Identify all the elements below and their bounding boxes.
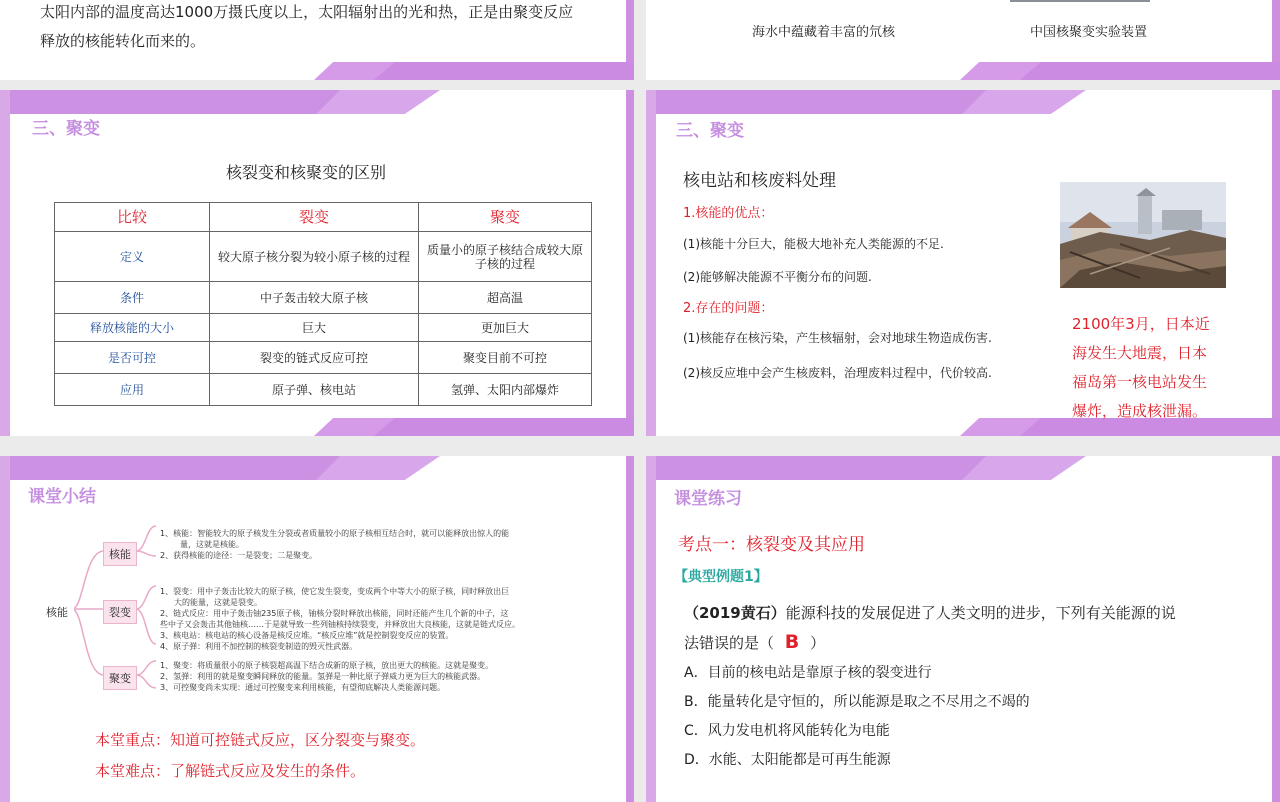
table-cell: 超高温 <box>419 282 592 314</box>
slide-fission-fusion-table[interactable] <box>0 90 634 436</box>
section-title: 课堂小结 <box>28 487 96 507</box>
experiment-photo <box>1010 0 1150 2</box>
slide-decoration <box>374 62 634 80</box>
section-title: 三、聚变 <box>676 121 744 141</box>
table-cell: 中子轰击较大原子核 <box>210 282 419 314</box>
table-header: 裂变 <box>210 203 419 232</box>
table-row <box>55 374 592 406</box>
table-row <box>55 342 592 374</box>
option-d[interactable]: D．水能、太阳能都是可再生能源 <box>684 752 891 768</box>
table-header: 聚变 <box>419 203 592 232</box>
slide-decoration <box>646 456 986 480</box>
slide-decoration <box>1272 456 1280 802</box>
option-a[interactable]: A．目前的核电站是靠原子核的裂变进行 <box>684 665 932 681</box>
table-header: 比较 <box>55 203 210 232</box>
note-line: 1、核能：智能较大的原子核发生分裂或者质量较小的原子核相互结合时，就可以能释放出惊人的能 <box>160 529 510 538</box>
note-line: 爆炸，造成核泄漏。 <box>1072 402 1208 420</box>
slide-decoration <box>0 90 10 436</box>
table-row <box>55 282 592 314</box>
mindmap-notes <box>160 528 600 561</box>
table-cell: 更加巨大 <box>419 314 592 342</box>
table-cell: 质量小的原子核结合成较大原子核的过程 <box>419 232 592 282</box>
note-line: 4、原子弹：利用不加控制的核裂变制造的毁灭性武器。 <box>160 642 358 651</box>
body-text-line: (1)核能十分巨大，能极大地补充人类能源的不足. <box>683 237 944 251</box>
note-line: 2100年3月，日本近 <box>1072 315 1210 333</box>
row-label: 应用 <box>55 374 210 406</box>
table-cell: 巨大 <box>210 314 419 342</box>
subheading: 1.核能的优点： <box>683 206 774 221</box>
note-line: 2、氢弹：利用的就是聚变瞬间释放的能量。氢弹是一种比原子弹威力更为巨大的核能武器。 <box>160 672 486 681</box>
comparison-table <box>54 202 592 406</box>
slide-class-practice[interactable] <box>646 456 1280 802</box>
answer-mark: B <box>784 631 800 653</box>
section-title: 课堂练习 <box>674 489 742 509</box>
table-cell: 裂变的链式反应可控 <box>210 342 419 374</box>
note-line: 2、获得核能的途径：一是裂变；二是聚变。 <box>160 551 318 560</box>
table-row <box>55 314 592 342</box>
table-cell: 原子弹、核电站 <box>210 374 419 406</box>
option-b[interactable]: B．能量转化是守恒的，所以能源是取之不尽用之不竭的 <box>684 694 1030 710</box>
note-line: 些中子又会轰击其他铀核……于是就导致一些列铀核持续裂变，并释放出大良核能，这就是链式反应。 <box>160 620 520 629</box>
note-line: 量，这就是核能。 <box>180 540 244 549</box>
body-text-line: (2)核反应堆中会产生核废料，治理废料过程中，代价较高. <box>683 366 992 380</box>
slide-decoration <box>626 90 634 436</box>
topic-heading: 考点一：核裂变及其应用 <box>678 535 865 555</box>
note-line: 福岛第一核电站发生 <box>1072 373 1208 391</box>
note-line: 3、可控聚变尚未实现：通过可控聚变来利用核能，有望彻底解决人类能源问题。 <box>160 683 446 692</box>
row-label: 条件 <box>55 282 210 314</box>
earthquake-photo-graphic <box>1060 182 1226 288</box>
earthquake-note <box>1072 310 1242 426</box>
body-text-line: 太阳内部的温度高达1000万摄氏度以上，太阳辐射出的光和热，正是由聚变反应 <box>40 3 574 21</box>
note-line: 大的能量，这就是裂变。 <box>174 598 262 607</box>
slide-fusion-images[interactable] <box>646 0 1280 80</box>
note-line: 海发生大地震，日本 <box>1072 344 1208 362</box>
row-label: 是否可控 <box>55 342 210 374</box>
mindmap-branch: 裂变 <box>103 600 137 624</box>
mindmap-root: 核能 <box>40 600 74 624</box>
option-c[interactable]: C．风力发电机将风能转化为电能 <box>684 723 890 739</box>
note-line: 2、链式反应：用中子轰击铀235原子核，铀核分裂时释放出核能，同时还能产生几个新的中子，这 <box>160 609 509 618</box>
image-caption: 中国核聚变实验装置 <box>1030 25 1148 40</box>
slide-decoration <box>0 90 340 114</box>
slide-decoration <box>1020 62 1280 80</box>
table-title: 核裂变和核聚变的区别 <box>226 163 387 182</box>
earthquake-photo <box>1060 182 1226 288</box>
question-line <box>684 602 1176 623</box>
body-text-line: (2)能够解决能源不平衡分布的问题. <box>683 270 872 284</box>
mindmap-notes <box>160 586 600 652</box>
mindmap-branch: 核能 <box>103 542 137 566</box>
slide-decoration <box>646 90 986 114</box>
image-caption: 海水中蕴藏着丰富的氘核 <box>752 25 896 40</box>
table-header-row <box>55 203 592 232</box>
question-line <box>684 631 825 653</box>
slide-decoration <box>646 456 656 802</box>
question-text: 法错误的是（ <box>684 634 775 652</box>
note-line: 1、裂变：用中子轰击比较大的原子核，使它发生裂变，变成两个中等大小的原子核，同时释放出巨 <box>160 587 510 596</box>
slide-decoration <box>646 90 656 436</box>
slide-class-summary[interactable] <box>0 456 634 802</box>
row-label: 释放核能的大小 <box>55 314 210 342</box>
body-text-line: 释放的核能转化而来的。 <box>40 32 206 50</box>
question-text: ） <box>810 634 826 652</box>
section-title: 三、聚变 <box>32 119 100 139</box>
table-cell: 较大原子核分裂为较小原子核的过程 <box>210 232 419 282</box>
slide-nuclear-plant[interactable] <box>646 90 1280 436</box>
table-cell: 氢弹、太阳内部爆炸 <box>419 374 592 406</box>
subheading: 2.存在的问题： <box>683 301 774 316</box>
mindmap-branch: 聚变 <box>103 666 137 690</box>
slide-heading: 核电站和核废料处理 <box>683 171 836 191</box>
difficulty-point: 本堂难点：了解链式反应及发生的条件。 <box>95 762 366 780</box>
table-cell: 聚变目前不可控 <box>419 342 592 374</box>
body-text-line: (1)核能存在核污染，产生核辐射，会对地球生物造成伤害. <box>683 331 992 345</box>
key-point: 本堂重点：知道可控链式反应，区分裂变与聚变。 <box>95 731 426 749</box>
question-source: （2019黄石） <box>684 604 786 622</box>
example-tag: 【典型例题1】 <box>674 569 768 585</box>
question-text: 能源科技的发展促进了人类文明的进步，下列有关能源的说 <box>785 604 1176 622</box>
table-row <box>55 232 592 282</box>
slide-sun-fusion[interactable] <box>0 0 634 80</box>
slide-decoration <box>374 418 634 436</box>
row-label: 定义 <box>55 232 210 282</box>
slide-decoration <box>1272 90 1280 436</box>
mindmap-notes <box>160 660 600 693</box>
note-line: 3、核电站：核电站的核心设备是核反应堆。“核反应堆”就是控制裂变反应的装置。 <box>160 631 454 640</box>
note-line: 1、聚变：将质量很小的原子核裂超高温下结合成新的原子核，放出更大的核能。这就是聚变。 <box>160 661 494 670</box>
